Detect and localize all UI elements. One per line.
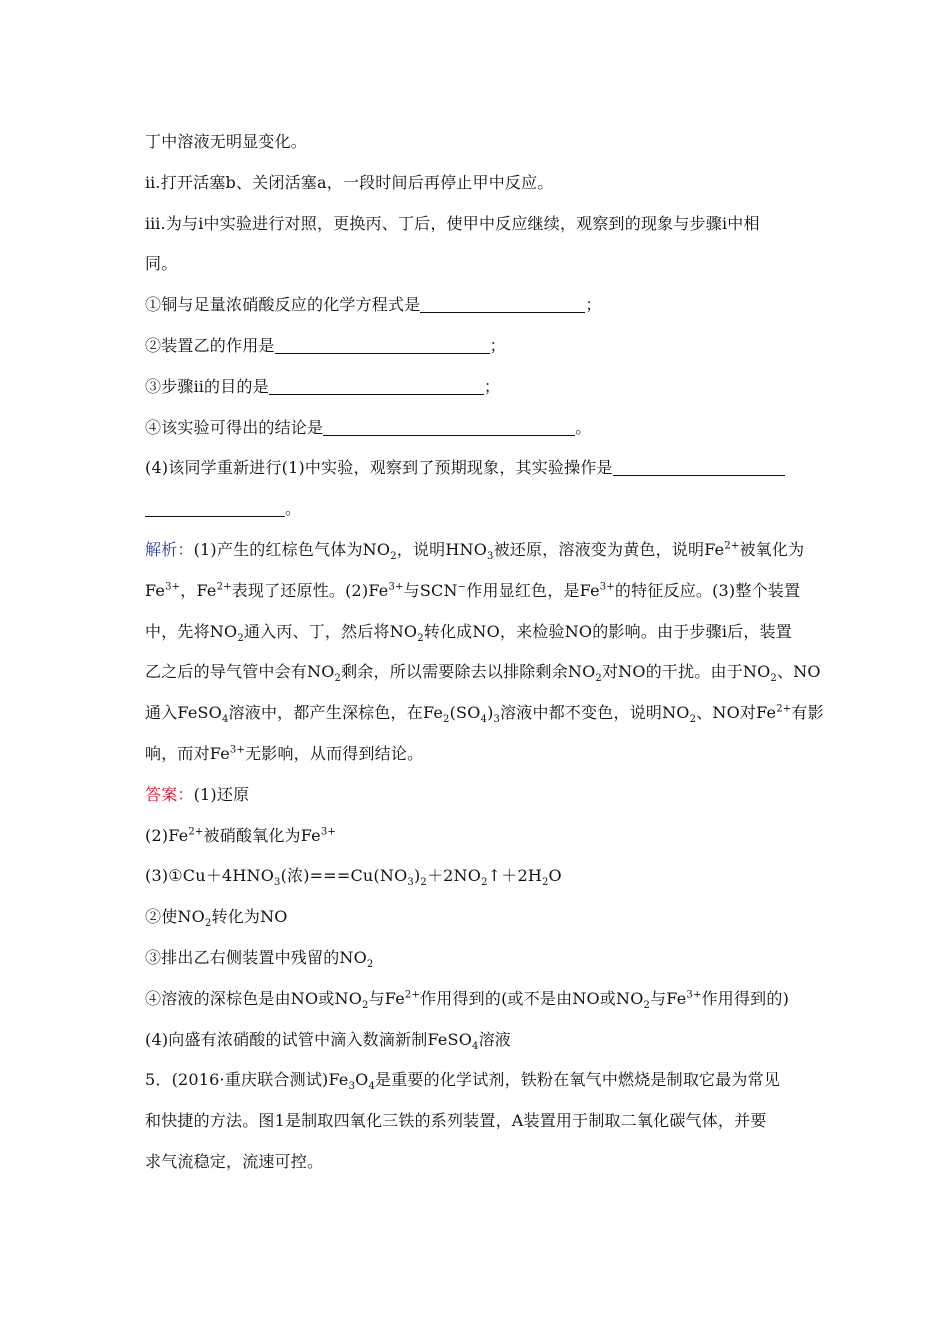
text-run: (3)①Cu＋4HNO bbox=[145, 866, 275, 886]
subscript: 2 bbox=[595, 673, 602, 685]
text-run: Fe bbox=[145, 580, 166, 600]
subscript: 4 bbox=[480, 714, 488, 726]
text-line bbox=[145, 856, 815, 897]
subscript: 3 bbox=[493, 714, 501, 726]
subscript: 4 bbox=[368, 1081, 376, 1093]
text-line bbox=[145, 571, 815, 612]
superscript: 2+ bbox=[724, 540, 740, 552]
answer-blank bbox=[269, 376, 484, 395]
text-line bbox=[145, 326, 815, 367]
text-run: ⅲ.为与ⅰ中实验进行对照，更换丙、丁后，使甲中反应继续，观察到的现象与步骤ⅰ中相 bbox=[145, 213, 760, 233]
text-run: 溶液 bbox=[478, 1029, 512, 1049]
text-run: ④溶液的深棕色是由NO或NO bbox=[145, 988, 363, 1008]
text-run: ②使NO bbox=[145, 907, 205, 927]
text-line bbox=[145, 367, 815, 408]
text-run: (SO bbox=[449, 703, 481, 723]
text-line bbox=[145, 775, 815, 816]
text-run: 有影 bbox=[791, 703, 824, 723]
text-line bbox=[145, 408, 815, 449]
text-line bbox=[145, 122, 815, 163]
superscript: 3+ bbox=[388, 581, 404, 593]
subscript: 2 bbox=[770, 673, 777, 685]
text-run: ) bbox=[487, 703, 494, 723]
subscript: 3 bbox=[487, 551, 494, 563]
text-run: 、NO对Fe bbox=[696, 703, 777, 723]
analysis-label: 解析： bbox=[145, 539, 194, 559]
text-run: ③步骤ⅱ的目的是 bbox=[145, 376, 269, 396]
text-run: (2)Fe bbox=[145, 825, 189, 845]
text-run: (1)还原 bbox=[193, 784, 250, 804]
subscript: 2 bbox=[417, 632, 424, 644]
text-line bbox=[145, 285, 815, 326]
text-run: 和快捷的方法。图1是制取四氧化三铁的系列装置，A装置用于制取二氧化碳气体，并要 bbox=[145, 1111, 767, 1131]
text-run: 溶液中都不变色，说明NO bbox=[500, 703, 690, 723]
text-line bbox=[145, 163, 815, 204]
text-run: (1)产生的红棕色气体为NO bbox=[193, 539, 391, 559]
text-run: 转化为NO bbox=[211, 907, 288, 927]
answer-blank bbox=[420, 294, 585, 313]
text-run: 表现了还原性。(2)Fe bbox=[231, 580, 389, 600]
superscript: 3+ bbox=[320, 826, 336, 838]
text-line bbox=[145, 1142, 815, 1183]
text-line bbox=[145, 612, 815, 653]
text-run: ) bbox=[413, 866, 421, 886]
superscript: 3+ bbox=[599, 581, 615, 593]
text-run: ↑＋2H bbox=[487, 866, 542, 886]
text-run: ，Fe bbox=[180, 580, 217, 600]
text-line bbox=[145, 652, 821, 693]
subscript: 2 bbox=[366, 959, 374, 971]
text-run: ； bbox=[585, 295, 602, 315]
text-line bbox=[145, 448, 815, 489]
text-line bbox=[145, 204, 815, 245]
superscript: 2+ bbox=[404, 989, 421, 1001]
superscript: 3+ bbox=[165, 581, 181, 593]
subscript: 4 bbox=[472, 1040, 479, 1052]
text-run: 作用显红色，是Fe bbox=[466, 580, 600, 600]
subscript: 3 bbox=[407, 877, 414, 889]
text-run: 响，而对Fe bbox=[145, 743, 230, 763]
subscript: 2 bbox=[237, 632, 244, 644]
subscript: 2 bbox=[204, 918, 212, 930]
text-run: 溶液中，都产生深棕色，在Fe bbox=[228, 703, 444, 723]
text-run: 。 bbox=[285, 499, 302, 519]
answer-label: 答案： bbox=[145, 784, 194, 804]
text-line bbox=[145, 979, 815, 1020]
subscript: 2 bbox=[420, 877, 427, 889]
text-run: O bbox=[355, 1070, 369, 1090]
answer-blank bbox=[145, 498, 285, 517]
text-line bbox=[145, 816, 815, 857]
text-run: 与Fe bbox=[368, 988, 405, 1008]
superscript: − bbox=[457, 581, 467, 593]
text-run: 、NO bbox=[776, 662, 821, 682]
subscript: 2 bbox=[541, 877, 549, 889]
text-run: (浓)===Cu(NO bbox=[280, 866, 408, 886]
text-run: 对NO的干扰。由于NO bbox=[601, 662, 771, 682]
text-run: 乙之后的导气管中会有NO bbox=[145, 662, 335, 682]
answer-blank bbox=[613, 457, 785, 476]
subscript: 2 bbox=[481, 877, 488, 889]
subscript: 2 bbox=[334, 673, 342, 685]
text-run: O bbox=[548, 866, 562, 886]
subscript: 2 bbox=[643, 999, 651, 1011]
text-run: ⅱ.打开活塞b、关闭活塞a，一段时间后再停止甲中反应。 bbox=[145, 172, 554, 192]
text-run: 与Fe bbox=[650, 988, 687, 1008]
text-line bbox=[145, 244, 815, 285]
text-run: 通入FeSO bbox=[145, 703, 222, 723]
text-line bbox=[145, 693, 824, 734]
subscript: 2 bbox=[443, 714, 450, 726]
text-run: 丁中溶液无明显变化。 bbox=[145, 132, 308, 151]
text-run: 作用得到的) bbox=[701, 988, 790, 1008]
text-run: 与SCN bbox=[403, 580, 458, 600]
text-line bbox=[145, 938, 815, 979]
superscript: 2+ bbox=[188, 826, 204, 838]
superscript: 2+ bbox=[216, 581, 232, 593]
text-run: ①铜与足量浓硝酸反应的化学方程式是 bbox=[145, 295, 421, 315]
superscript: 2+ bbox=[776, 703, 792, 715]
text-line bbox=[145, 897, 815, 938]
text-run: 剩余，所以需要除去以排除剩余NO bbox=[341, 662, 596, 682]
text-run: 5．(2016·重庆联合测试)Fe bbox=[145, 1070, 349, 1090]
answer-blank bbox=[323, 417, 575, 436]
text-line bbox=[145, 1020, 815, 1061]
text-run: (4)向盛有浓硝酸的试管中滴入数滴新制FeSO bbox=[145, 1029, 473, 1049]
text-run: 的特征反应。(3)整个装置 bbox=[614, 580, 801, 600]
text-run: ＋2NO bbox=[426, 866, 482, 886]
text-run: 中，先将NO bbox=[145, 621, 238, 641]
subscript: 4 bbox=[221, 714, 229, 726]
subscript: 3 bbox=[348, 1081, 356, 1093]
text-line bbox=[145, 489, 815, 530]
text-line bbox=[145, 1060, 815, 1101]
text-run: 转化成NO，来检验NO的影响。由于步骤ⅰ后，装置 bbox=[423, 621, 792, 641]
document-body bbox=[145, 122, 824, 1183]
text-run: 同。 bbox=[145, 254, 178, 274]
text-run: 作用得到的(或不是由NO或NO bbox=[420, 988, 644, 1008]
subscript: 2 bbox=[390, 551, 397, 563]
text-run: ； bbox=[483, 376, 501, 396]
text-run: 被硝酸氧化为Fe bbox=[203, 825, 321, 845]
text-run: 被氧化为 bbox=[739, 539, 805, 559]
text-run: 被还原，溶液变为黄色，说明Fe bbox=[493, 539, 725, 559]
subscript: 3 bbox=[274, 877, 281, 889]
text-run: ④该实验可得出的结论是 bbox=[145, 417, 324, 437]
text-line bbox=[145, 734, 815, 775]
subscript: 2 bbox=[362, 999, 369, 1011]
superscript: 3+ bbox=[686, 989, 702, 1001]
text-run: ③排出乙右侧装置中残留的NO bbox=[145, 947, 367, 967]
superscript: 3+ bbox=[229, 744, 246, 756]
text-run: ，说明HNO bbox=[396, 539, 488, 559]
text-line bbox=[145, 1101, 815, 1142]
subscript: 2 bbox=[689, 714, 697, 726]
text-line bbox=[145, 530, 815, 571]
text-run: ②装置乙的作用是 bbox=[145, 335, 275, 355]
text-run: 是重要的化学试剂，铁粉在氧气中燃烧是制取它最为常见 bbox=[375, 1070, 781, 1090]
text-run: 无影响，从而得到结论。 bbox=[245, 743, 424, 763]
text-run: 求气流稳定，流速可控。 bbox=[145, 1151, 324, 1171]
text-run: 。 bbox=[575, 417, 592, 437]
text-run: (4)该同学重新进行(1)中实验，观察到了预期现象，其实验操作是 bbox=[145, 458, 613, 478]
answer-blank bbox=[275, 335, 490, 354]
text-run: ； bbox=[489, 335, 506, 355]
text-run: 通入丙、丁，然后将NO bbox=[243, 621, 418, 641]
